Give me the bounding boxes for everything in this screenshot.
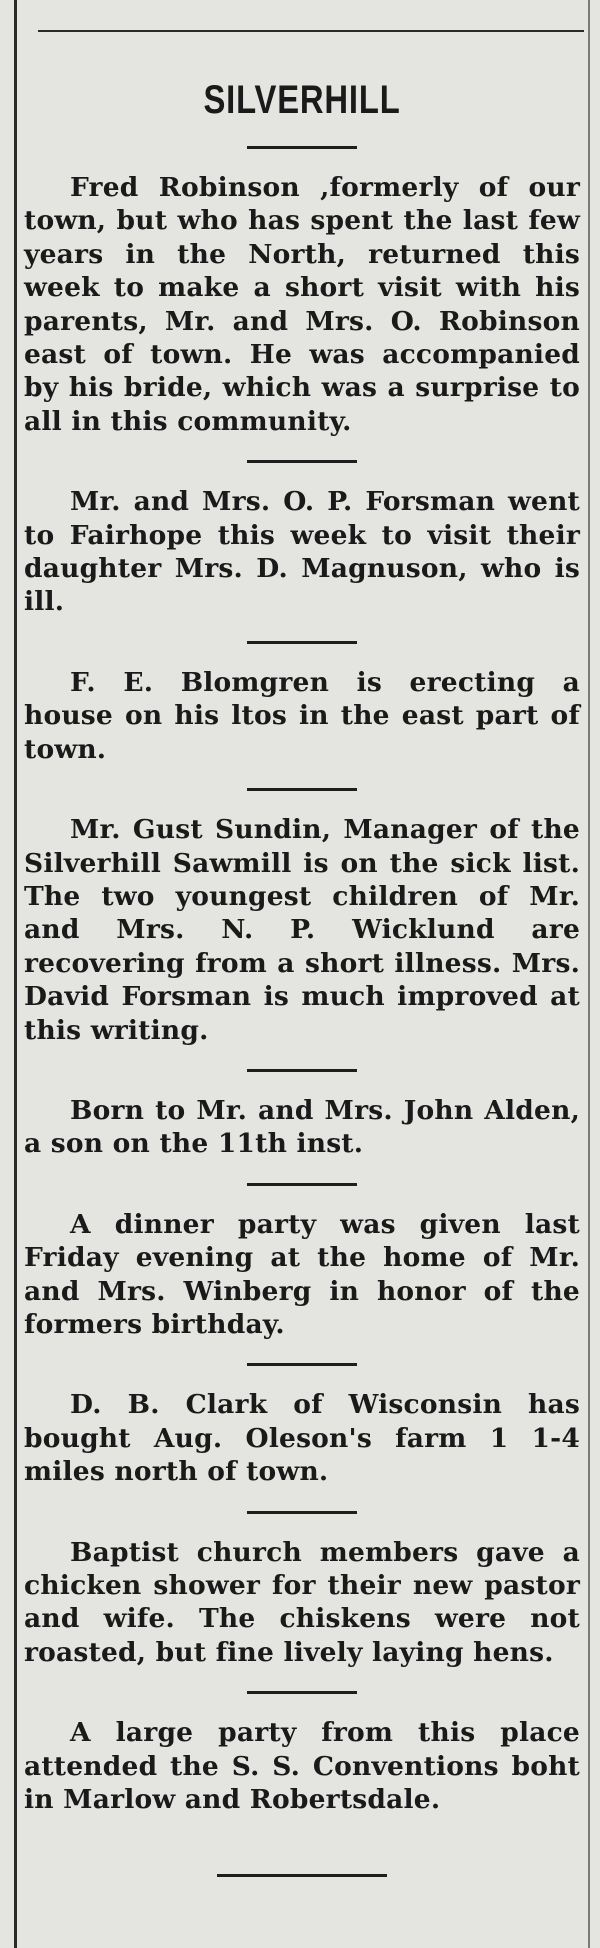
separator — [247, 641, 357, 644]
column-title: SILVERHILL — [203, 78, 401, 122]
left-column-rule — [14, 0, 17, 1948]
news-item: D. B. Clark of Wisconsin has bought Aug. Oleson's farm 1 1-4 miles north of town. — [24, 1389, 580, 1488]
news-item: Baptist church members gave a chicken shower for their new pastor and wife. The chiskens were not roasted, but fine lively laying hens. — [24, 1536, 580, 1668]
separator — [247, 1691, 357, 1694]
bottom-rule — [217, 1874, 387, 1877]
news-item: Mr. and Mrs. O. P. Forsman went to Fairhope this week to visit their daughter Mrs. D. Magnuson, who is ill. — [24, 486, 580, 618]
right-column-rule — [588, 0, 590, 1948]
separator — [247, 1069, 357, 1072]
separator — [247, 1183, 357, 1186]
news-item: Fred Robinson ,formerly of our town, but who has spent the last few years in the North, returned this week to make a short visit with his parents, Mr. and Mrs. O. Robinson east of town. He was accompanied by his bride, which was a surprise to all in this community. — [24, 172, 580, 437]
separator — [247, 1511, 357, 1514]
news-item: A dinner party was given last Friday evening at the home of Mr. and Mrs. Winberg in honor of the formers birthday. — [24, 1208, 580, 1340]
separator — [247, 788, 357, 791]
news-item: Mr. Gust Sundin, Manager of the Silverhill Sawmill is on the sick list. The two youngest children of Mr. and Mrs. N. P. Wicklund are recovering from a short illness. Mrs. David Forsman is much improved at this writing. — [24, 814, 580, 1046]
news-column — [24, 44, 580, 1877]
separator — [247, 460, 357, 463]
top-rule — [38, 30, 584, 32]
news-item: A large party from this place attended the S. S. Conventions boht in Marlow and Robertsdale. — [24, 1717, 580, 1816]
separator — [247, 1363, 357, 1366]
news-item: Born to Mr. and Mrs. John Alden, a son on the 11th inst. — [24, 1094, 580, 1160]
separator — [247, 146, 357, 149]
news-item: F. E. Blomgren is erecting a house on his ltos in the east part of town. — [24, 666, 580, 765]
